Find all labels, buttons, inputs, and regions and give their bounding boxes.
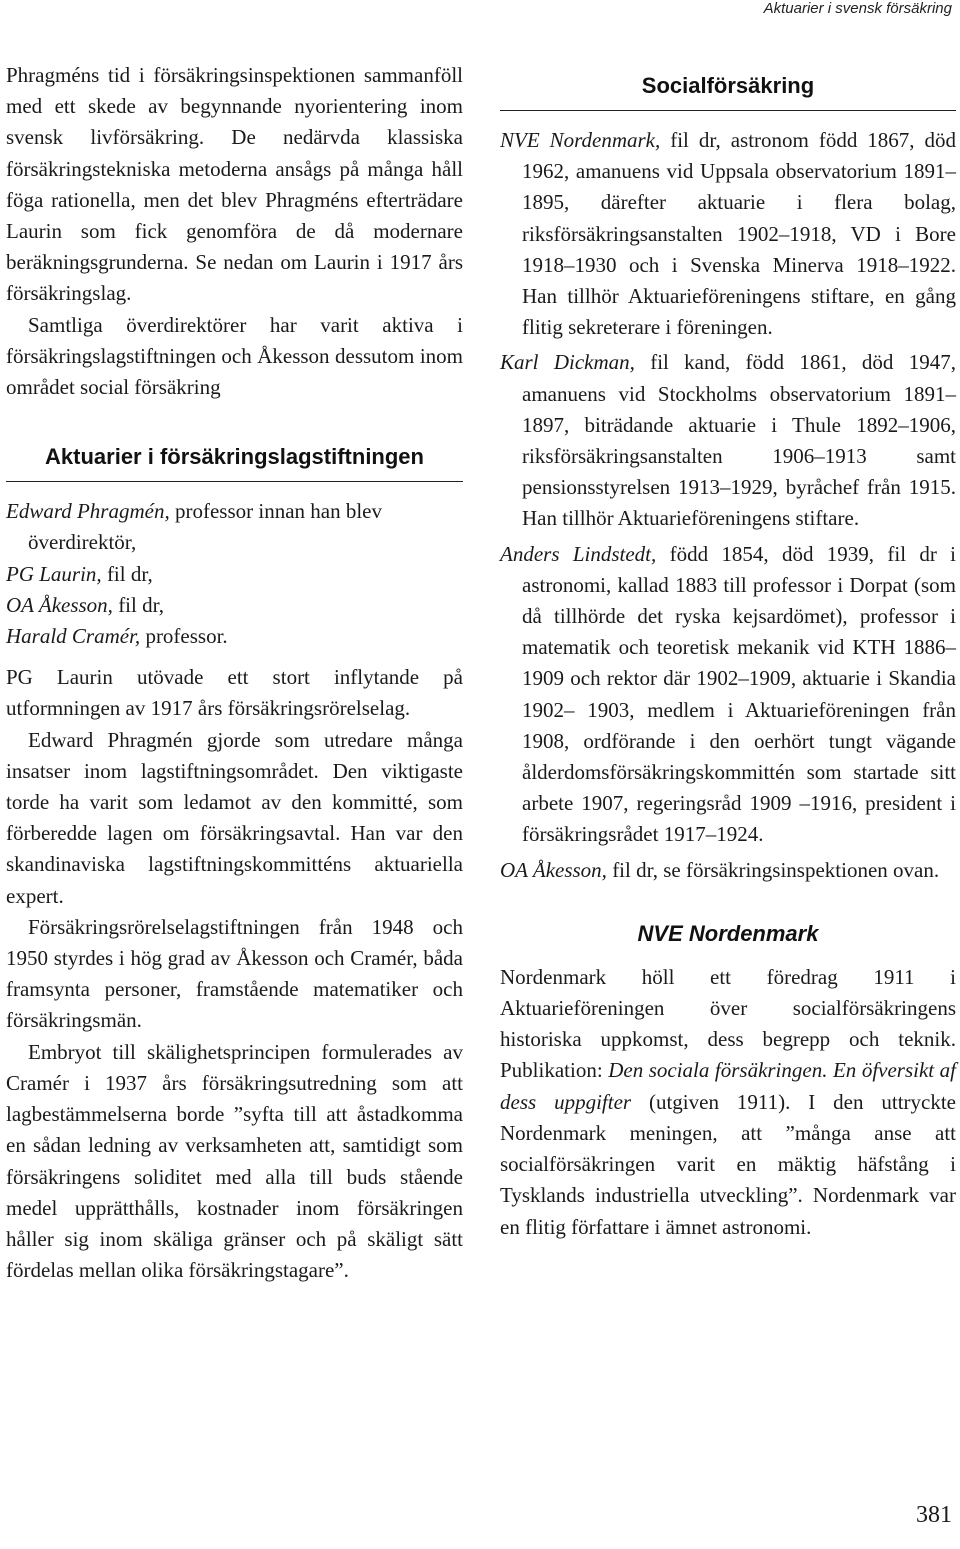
- running-head: Aktuarier i svensk försäkring: [763, 0, 952, 17]
- section-title-nordenmark: NVE Nordenmark: [637, 920, 819, 946]
- right-column: [500, 72, 956, 1243]
- entry-name: Anders Lindstedt,: [500, 541, 657, 566]
- entry-text: fil kand, född 1861, död 1947, amanuens vid Stockholms observatorium 1891–1897, biträdande aktuarie i Thule 1892–1906, riksförsäkringsanstalten 1906–1913 samt pensionsstyrelsen 1913–1929, byråchef från 1915. Han tillhör Aktuarieföreningens stiftare.: [522, 350, 956, 531]
- member-desc: professor innan han blev överdirektör,: [28, 499, 382, 555]
- list-item: [6, 590, 463, 621]
- section-lagstiftning: [6, 443, 463, 1286]
- member-name: Harald Cramér,: [6, 624, 141, 649]
- list-item: [6, 559, 463, 590]
- left-column: [6, 60, 463, 1286]
- paragraph-overdirektorer: Samtliga överdirektörer har varit aktiva i försäkringslagstiftningen och Åkesson dessutom inom området social försäkring: [6, 312, 463, 400]
- paragraph-laurin: PG Laurin utövade ett stort inflytande på utformningen av 1917 års försäkringsrörelselag.: [6, 665, 463, 721]
- list-item: [500, 125, 956, 343]
- page-number: 381: [916, 1502, 952, 1528]
- paragraph-skalighetsprincipen: Embryot till skälighetsprincipen formulerades av Cramér i 1937 års försäkringsutredning som att lagbestämmelserna borde ”syfta till att åstadkomma en sådan ledning av verksamheten att, samtidigt som försäkringens soliditet med alla till buds stående medel upprätthålls, kostnader inom försäkringen håller sig inom skäliga gränser och på skäligt sätt fördelas mellan olika försäkringstagare”.: [6, 1039, 463, 1283]
- member-name: PG Laurin,: [6, 561, 102, 586]
- member-desc: professor.: [140, 624, 228, 649]
- list-item: [6, 496, 463, 558]
- nordenmark-text-b: (utgiven 1911). I den uttryckte Nordenmark meningen, att ”många anse att socialförsäkringen varit en mäktig häfstång i Tysklands industriella utveckling”. Nordenmark var en flitig författare i ämnet astronomi.: [500, 1089, 956, 1239]
- nordenmark-text-a: Nordenmark höll ett föredrag 1911 i Aktuarieföreningen över socialförsäkringens historiska uppkomst, dess begrepp och teknik. Publikation:: [500, 964, 956, 1083]
- list-item: [6, 621, 463, 652]
- paragraph-phragmen-era: Phragméns tid i försäkringsinspektionen sammanföll med ett skede av begynnande nyorientering inom svensk livförsäkring. De nedärvda klassiska försäkringstekniska metoderna ansågs på många håll föga rationella, men det blev Phragméns efterträdare Laurin som fick genomföra de då modernare beräkningsgrunderna. Se nedan om Laurin i 1917 års försäkringslag.: [6, 63, 463, 306]
- entry-name: NVE Nordenmark,: [500, 128, 661, 152]
- list-item: [500, 347, 956, 534]
- member-desc: fil dr,: [101, 561, 153, 586]
- paragraph-nordenmark: [500, 962, 956, 1243]
- section-title-socialforsakring: Socialförsäkring: [500, 72, 956, 111]
- section-socialforsakring: [500, 72, 956, 886]
- member-name: OA Åkesson,: [6, 592, 113, 617]
- member-name: Edward Phragmén,: [6, 499, 170, 524]
- entry-text: fil dr, se försäkringsinspektionen ovan.: [606, 857, 940, 882]
- list-item: [500, 539, 956, 851]
- entry-name: OA Åkesson,: [500, 857, 607, 882]
- section-title-lagstiftning: Aktuarier i försäkringslagstiftningen: [6, 443, 463, 482]
- entry-text: fil dr, astronom född 1867, död 1962, amanuens vid Uppsala observatorium 1891–1895, därefter aktuarie i flera bolag, riksförsäkringsanstalten 1902–1918, VD i Bore 1918–1930 och i Svenska Minerva 1918–1922. Han tillhör Aktuarieföreningens stiftare, en gång flitig sekreterare i föreningen.: [522, 128, 957, 340]
- member-list: [6, 496, 463, 652]
- member-desc: fil dr,: [112, 592, 165, 617]
- entry-name: Karl Dickman,: [500, 350, 635, 375]
- entry-text: född 1854, död 1939, fil dr i astronomi, kallad 1883 till professor i Dorpat (som då tillhörde det ryska kejsardömet), professor i matematik och teoretisk mekanik vid KTH 1886–1909 och rektor där 1902–1909, aktuarie i Skandia 1902– 1903, medlem i Aktuarieföreningen från 1908, ordförande i den oerhört tungt vägande ålderdomsförsäkringskommittén som startade sitt arbete 1907, regeringsråd 1909 –1916, president i försäkringsrådet 1917–1924.: [522, 541, 957, 847]
- publication-title: Den sociala försäkringen. En öfversikt af dess uppgifter: [500, 1058, 956, 1114]
- list-item: [500, 855, 956, 886]
- paragraph-phragmen-utredare: Edward Phragmén gjorde som utredare många insatser inom lagstiftningsområdet. Den viktigaste torde ha varit som ledamot av den kommitté, som förberedde lagen om försäkringsavtal. Han var den skandinaviska lagstiftningskommitténs aktuariella expert.: [6, 727, 463, 908]
- paragraph-lagstiftning-1948: Försäkringsrörelselagstiftningen från 1948 och 1950 styrdes i hög grad av Åkesson och Cramér, båda framsynta personer, framstående matematiker och försäkringsmän.: [6, 914, 463, 1033]
